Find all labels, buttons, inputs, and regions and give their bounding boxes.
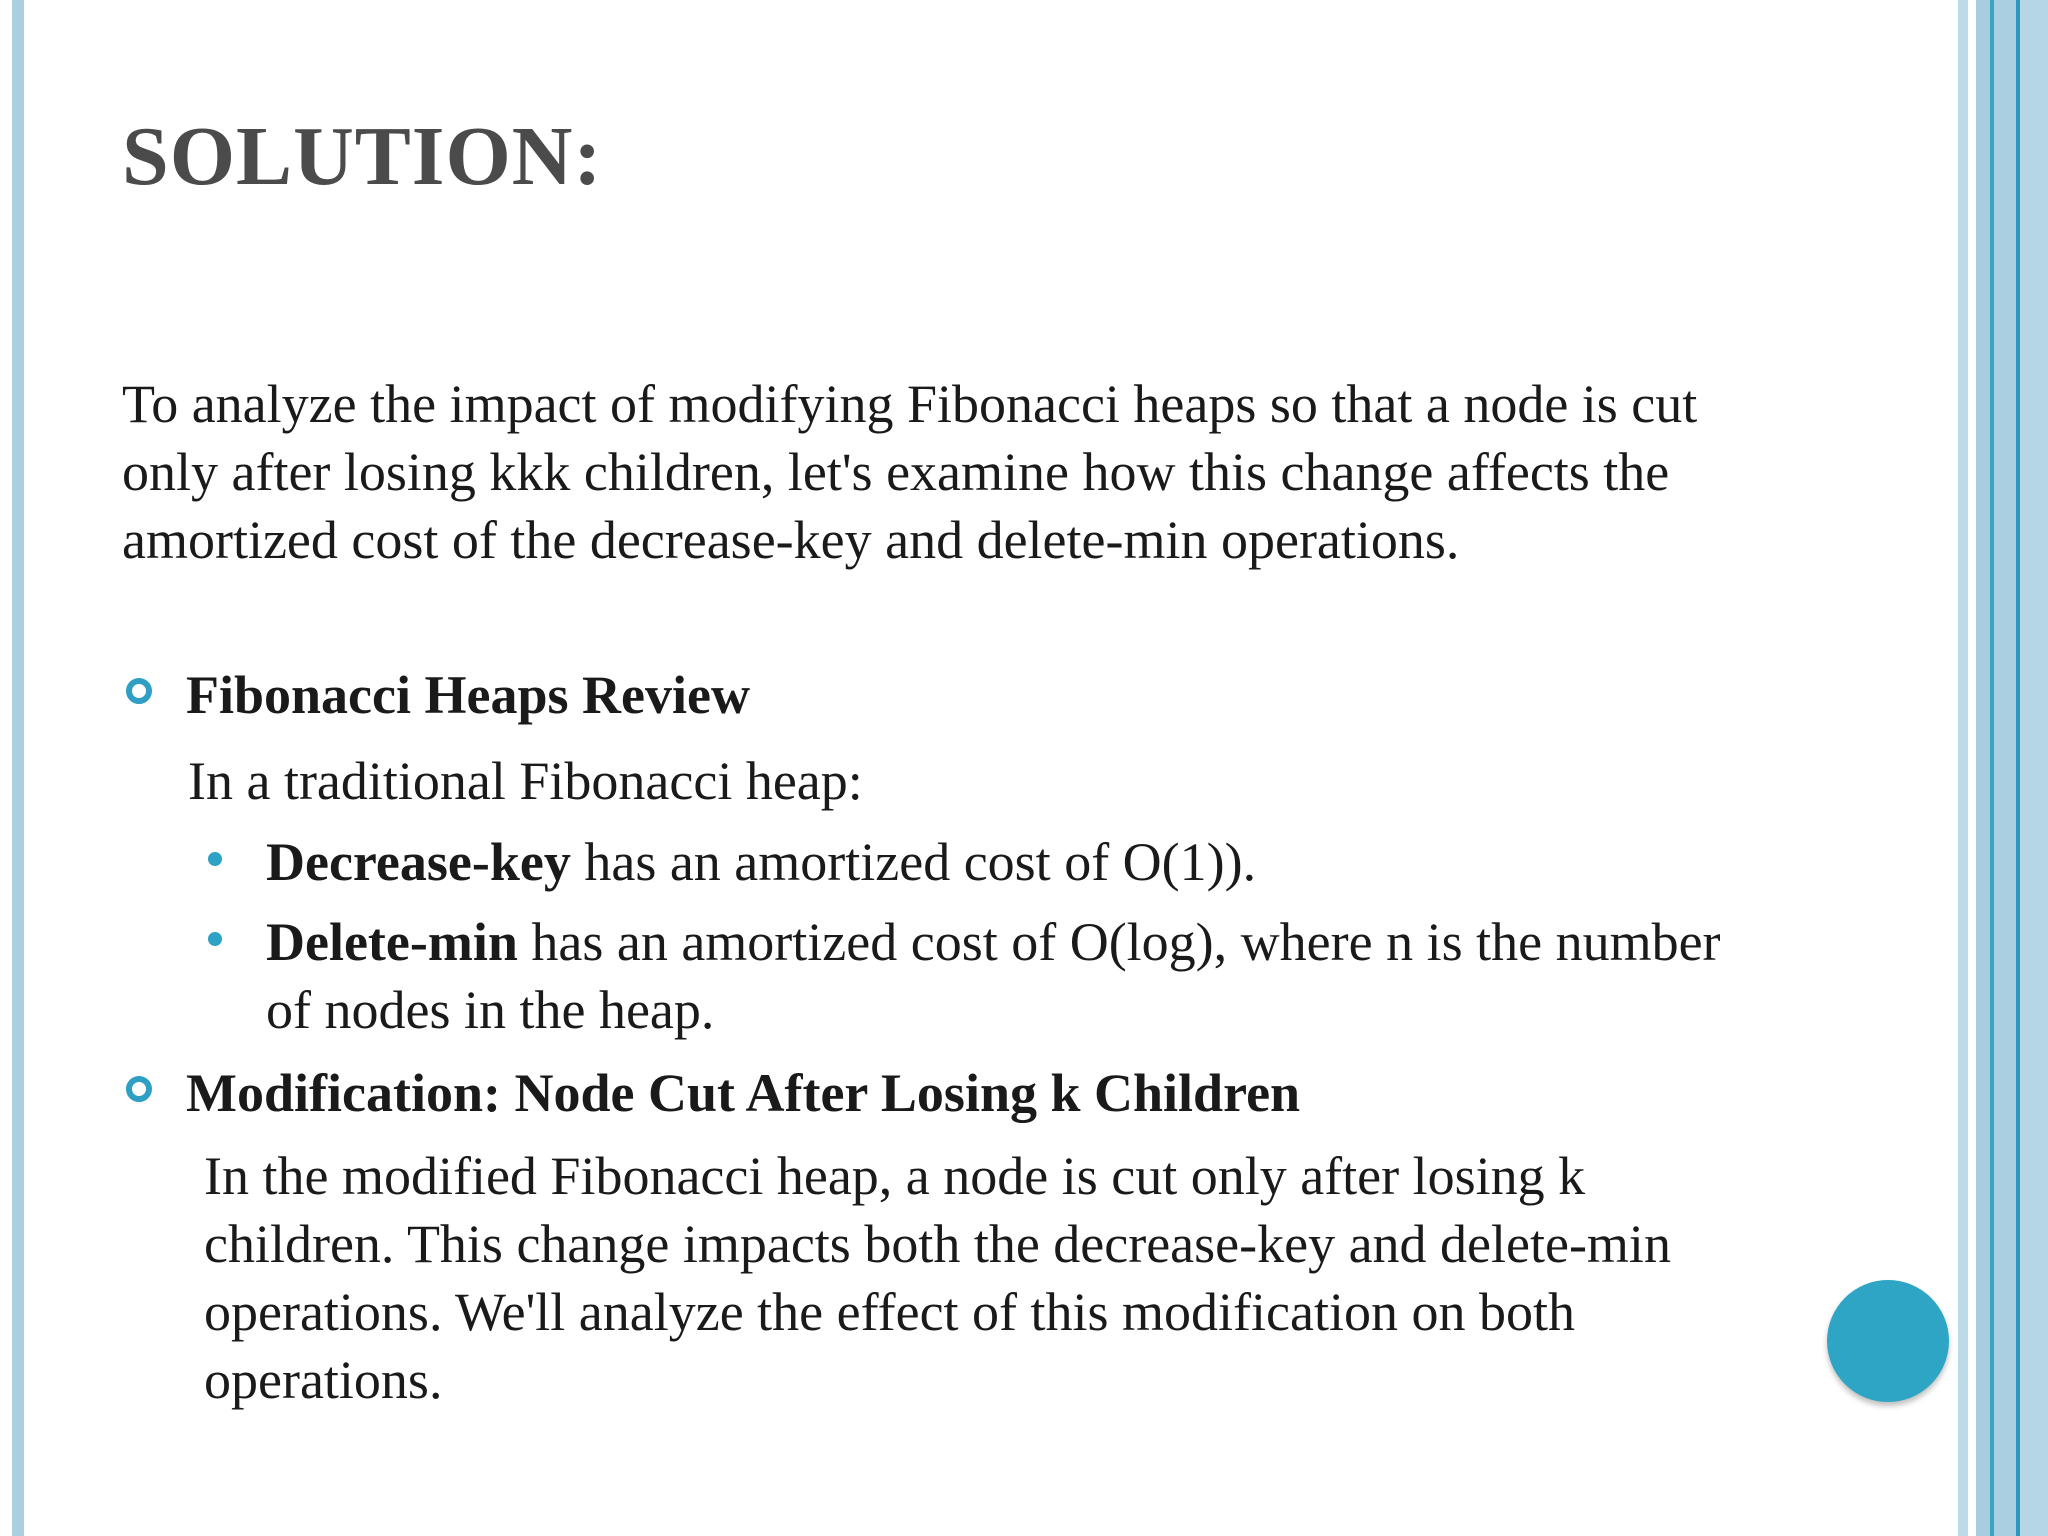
ring-bullet-icon (126, 1076, 152, 1102)
slide-title: SOLUTION: (122, 110, 603, 203)
ring-bullet-icon (126, 678, 152, 704)
intro-paragraph: To analyze the impact of modifying Fibonacci heaps so that a node is cut only after losing kkk children, let's examine how this change affects the amortized cost of the decrease-key and delete-min operations. (122, 374, 1698, 570)
section-paragraph: In a traditional Fibonacci heap: (188, 751, 863, 811)
dot-bullet-icon (208, 932, 222, 946)
list-item: Decrease-key has an amortized cost of O(1)). (266, 832, 1257, 892)
left-border-strip (12, 0, 24, 1536)
dot-bullet-icon (208, 852, 222, 866)
right-border-stripes (1958, 0, 2048, 1536)
list-item: Delete-min has an amortized cost of O(log), where n is the number of nodes in the heap. (266, 912, 1721, 1040)
section-fibonacci-review (122, 664, 1802, 734)
section-paragraph: In the modified Fibonacci heap, a node is cut only after losing k children. This change impacts both the decrease-key and delete-min operations. We'll analyze the effect of this modification on both operations. (204, 1146, 1671, 1410)
slide-nav-button[interactable] (1827, 1280, 1949, 1402)
section-heading: Modification: Node Cut After Losing k Children (186, 1063, 1301, 1123)
section-modification (122, 1062, 1802, 1132)
section-heading: Fibonacci Heaps Review (186, 665, 750, 725)
